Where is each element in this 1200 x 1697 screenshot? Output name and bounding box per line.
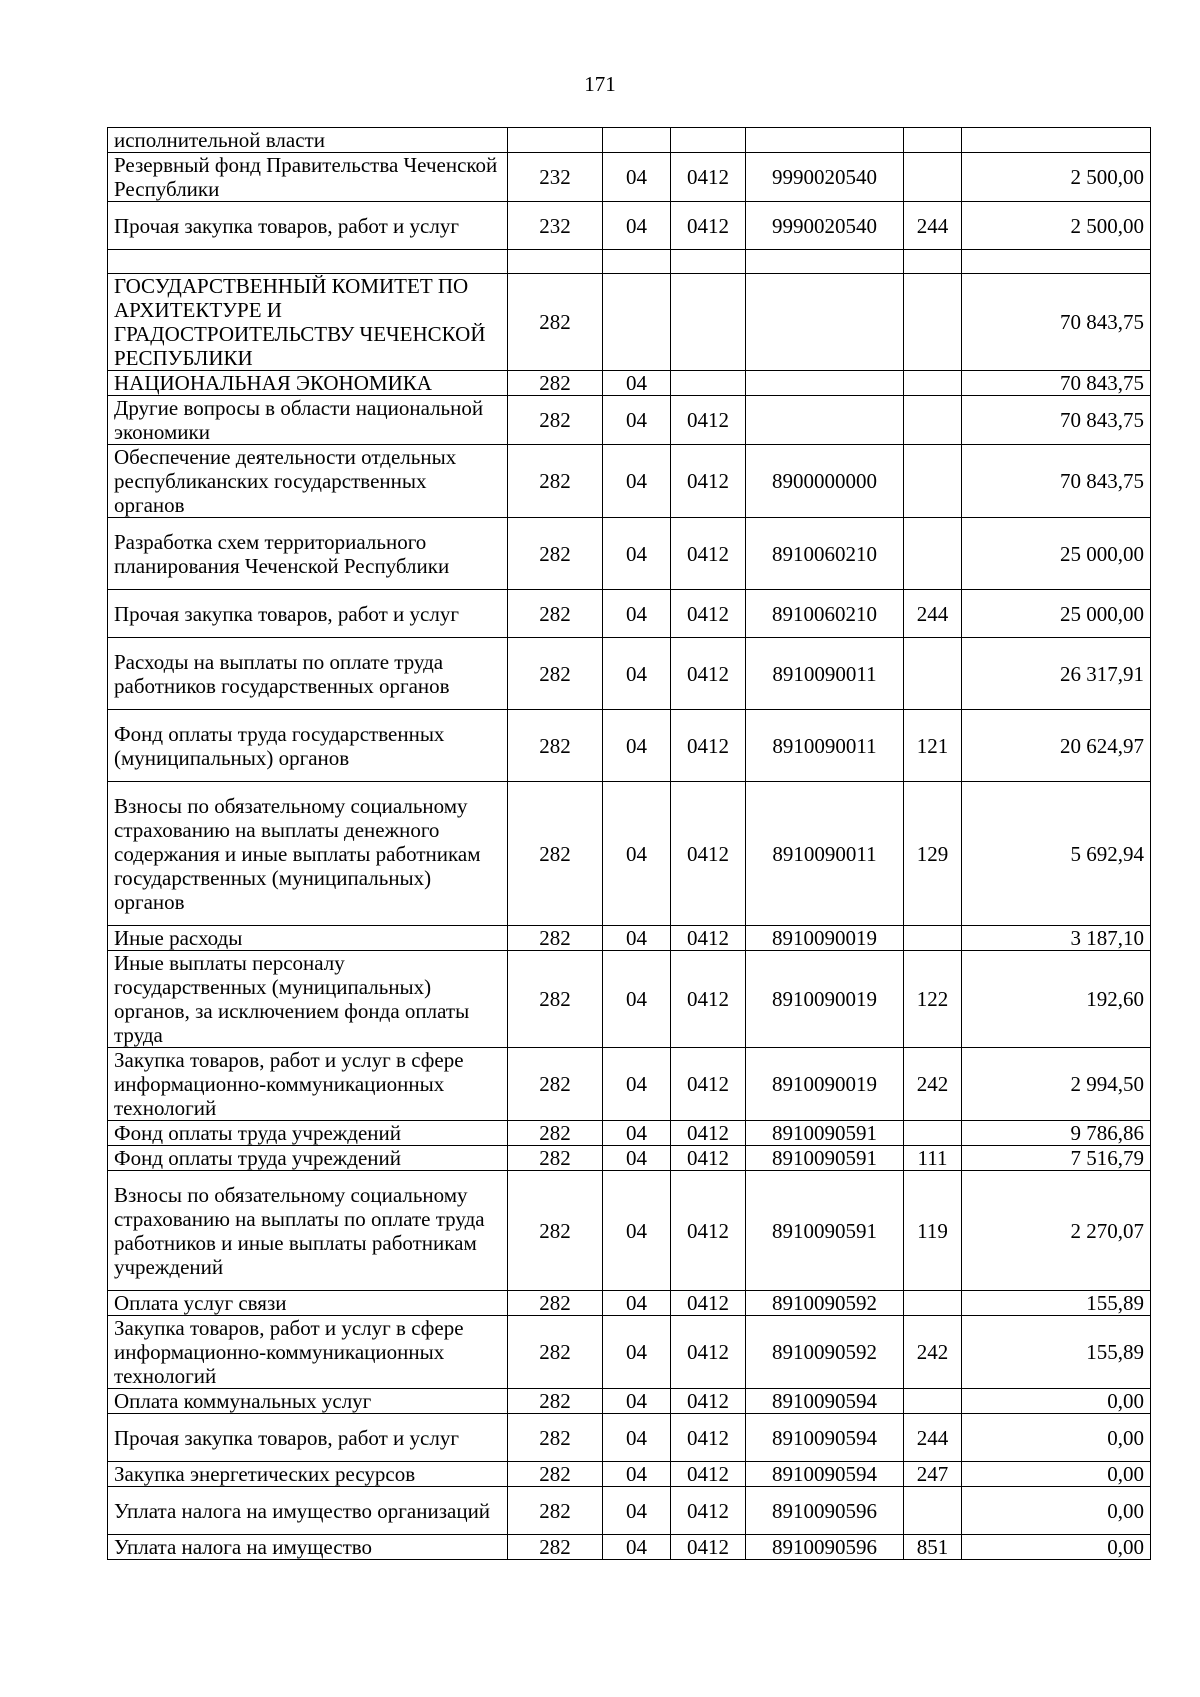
row-rz-cell: 04 [603,590,671,638]
row-sum-cell: 70 843,75 [962,396,1151,445]
table-row [108,396,1151,445]
row-csr-cell: 8910090011 [746,782,904,926]
row-name-cell: Закупка товаров, работ и услуг в сфере информационно-коммуникационных технологий [108,1316,508,1389]
row-ved-cell: 282 [508,518,603,590]
row-ved-cell: 282 [508,1389,603,1414]
budget-table [107,127,1151,1560]
table-row [108,1535,1151,1560]
row-sum-cell: 2 500,00 [962,153,1151,202]
row-sum-cell [962,250,1151,274]
row-sum-cell: 155,89 [962,1316,1151,1389]
row-vr-cell [904,1487,962,1535]
row-csr-cell: 8910090594 [746,1414,904,1462]
row-name-cell: Фонд оплаты труда учреждений [108,1121,508,1146]
row-pr-cell: 0412 [671,153,746,202]
table-row [108,926,1151,951]
row-ved-cell: 232 [508,153,603,202]
row-ved-cell: 282 [508,1487,603,1535]
row-name-cell: Расходы на выплаты по оплате труда работников государственных органов [108,638,508,710]
row-ved-cell [508,250,603,274]
row-pr-cell: 0412 [671,1414,746,1462]
row-pr-cell: 0412 [671,1146,746,1171]
row-ved-cell: 282 [508,926,603,951]
row-pr-cell: 0412 [671,202,746,250]
table-row [108,202,1151,250]
row-csr-cell: 8910090019 [746,951,904,1048]
row-ved-cell: 232 [508,202,603,250]
row-csr-cell: 8910090596 [746,1487,904,1535]
table-row [108,1389,1151,1414]
row-pr-cell: 0412 [671,710,746,782]
row-sum-cell: 25 000,00 [962,518,1151,590]
row-ved-cell: 282 [508,396,603,445]
row-pr-cell: 0412 [671,396,746,445]
row-name-cell: Оплата коммунальных услуг [108,1389,508,1414]
row-csr-cell: 8910090592 [746,1291,904,1316]
row-name-cell: Обеспечение деятельности отдельных республиканских государственных органов [108,445,508,518]
row-rz-cell: 04 [603,782,671,926]
table-row [108,951,1151,1048]
row-name-cell: исполнительной власти [108,128,508,153]
row-vr-cell: 242 [904,1048,962,1121]
row-vr-cell [904,396,962,445]
row-name-cell: НАЦИОНАЛЬНАЯ ЭКОНОМИКА [108,371,508,396]
row-sum-cell: 70 843,75 [962,274,1151,371]
row-name-cell: Фонд оплаты труда учреждений [108,1146,508,1171]
row-ved-cell: 282 [508,710,603,782]
row-sum-cell: 2 994,50 [962,1048,1151,1121]
row-ved-cell: 282 [508,1121,603,1146]
row-name-cell: Прочая закупка товаров, работ и услуг [108,1414,508,1462]
row-csr-cell: 8910090591 [746,1171,904,1291]
row-vr-cell: 121 [904,710,962,782]
row-pr-cell: 0412 [671,1535,746,1560]
table-row [108,1462,1151,1487]
row-sum-cell: 5 692,94 [962,782,1151,926]
row-vr-cell [904,274,962,371]
row-rz-cell: 04 [603,371,671,396]
row-csr-cell [746,396,904,445]
row-sum-cell: 192,60 [962,951,1151,1048]
row-vr-cell: 851 [904,1535,962,1560]
table-row [108,274,1151,371]
row-rz-cell [603,128,671,153]
row-ved-cell: 282 [508,1535,603,1560]
row-name-cell: Закупка товаров, работ и услуг в сфере информационно-коммуникационных технологий [108,1048,508,1121]
row-pr-cell: 0412 [671,1048,746,1121]
row-ved-cell: 282 [508,274,603,371]
row-vr-cell: 242 [904,1316,962,1389]
table-row [108,710,1151,782]
row-vr-cell: 244 [904,1414,962,1462]
row-vr-cell [904,518,962,590]
row-pr-cell: 0412 [671,445,746,518]
row-csr-cell: 8910090019 [746,1048,904,1121]
row-name-cell [108,250,508,274]
row-vr-cell [904,1291,962,1316]
row-vr-cell: 119 [904,1171,962,1291]
row-sum-cell: 70 843,75 [962,445,1151,518]
row-pr-cell [671,128,746,153]
row-rz-cell: 04 [603,1291,671,1316]
table-row [108,782,1151,926]
row-csr-cell: 8910060210 [746,590,904,638]
row-csr-cell: 8910090011 [746,710,904,782]
row-rz-cell: 04 [603,1146,671,1171]
row-ved-cell: 282 [508,1291,603,1316]
row-sum-cell [962,128,1151,153]
row-csr-cell: 8910090596 [746,1535,904,1560]
row-pr-cell: 0412 [671,1121,746,1146]
table-row [108,128,1151,153]
row-name-cell: ГОСУДАРСТВЕННЫЙ КОМИТЕТ ПО АРХИТЕКТУРЕ И ГРАДОСТРОИТЕЛЬСТВУ ЧЕЧЕНСКОЙ РЕСПУБЛИКИ [108,274,508,371]
row-csr-cell: 8910090594 [746,1389,904,1414]
row-rz-cell: 04 [603,638,671,710]
row-vr-cell: 247 [904,1462,962,1487]
row-pr-cell: 0412 [671,926,746,951]
row-rz-cell: 04 [603,1535,671,1560]
row-sum-cell: 0,00 [962,1414,1151,1462]
row-rz-cell: 04 [603,1121,671,1146]
row-ved-cell: 282 [508,1146,603,1171]
row-vr-cell: 244 [904,202,962,250]
row-vr-cell [904,638,962,710]
table-row [108,371,1151,396]
row-rz-cell: 04 [603,926,671,951]
row-pr-cell: 0412 [671,1389,746,1414]
row-vr-cell: 244 [904,590,962,638]
row-pr-cell: 0412 [671,782,746,926]
row-sum-cell: 20 624,97 [962,710,1151,782]
row-rz-cell: 04 [603,396,671,445]
row-name-cell: Прочая закупка товаров, работ и услуг [108,202,508,250]
row-csr-cell [746,274,904,371]
row-pr-cell: 0412 [671,590,746,638]
row-name-cell: Закупка энергетических ресурсов [108,1462,508,1487]
row-ved-cell: 282 [508,1316,603,1389]
row-rz-cell: 04 [603,202,671,250]
row-pr-cell: 0412 [671,638,746,710]
row-sum-cell: 2 500,00 [962,202,1151,250]
row-pr-cell: 0412 [671,1462,746,1487]
row-name-cell: Прочая закупка товаров, работ и услуг [108,590,508,638]
row-rz-cell [603,250,671,274]
table-row [108,1487,1151,1535]
row-name-cell: Иные выплаты персоналу государственных (муниципальных) органов, за исключением фонда оплаты труда [108,951,508,1048]
row-sum-cell: 26 317,91 [962,638,1151,710]
row-rz-cell: 04 [603,1462,671,1487]
row-rz-cell: 04 [603,710,671,782]
row-vr-cell: 111 [904,1146,962,1171]
row-name-cell: Уплата налога на имущество [108,1535,508,1560]
row-pr-cell: 0412 [671,1487,746,1535]
row-csr-cell [746,128,904,153]
row-name-cell: Взносы по обязательному социальному страхованию на выплаты по оплате труда работников и иные выплаты работникам учреждений [108,1171,508,1291]
row-ved-cell: 282 [508,445,603,518]
row-csr-cell: 8910090591 [746,1121,904,1146]
table-row [108,1414,1151,1462]
row-ved-cell: 282 [508,782,603,926]
row-rz-cell: 04 [603,445,671,518]
row-ved-cell: 282 [508,638,603,710]
row-rz-cell [603,274,671,371]
row-csr-cell: 9990020540 [746,202,904,250]
row-sum-cell: 70 843,75 [962,371,1151,396]
row-csr-cell: 8910090011 [746,638,904,710]
row-sum-cell: 2 270,07 [962,1171,1151,1291]
row-vr-cell: 129 [904,782,962,926]
row-csr-cell [746,371,904,396]
row-rz-cell: 04 [603,518,671,590]
row-rz-cell: 04 [603,1487,671,1535]
row-csr-cell [746,250,904,274]
table-row [108,445,1151,518]
row-sum-cell: 155,89 [962,1291,1151,1316]
table-body [108,128,1151,1560]
row-csr-cell: 8900000000 [746,445,904,518]
row-rz-cell: 04 [603,1389,671,1414]
row-pr-cell [671,274,746,371]
table-row [108,638,1151,710]
row-sum-cell: 7 516,79 [962,1146,1151,1171]
row-name-cell: Разработка схем территориального планирования Чеченской Республики [108,518,508,590]
row-pr-cell: 0412 [671,1291,746,1316]
row-name-cell: Резервный фонд Правительства Чеченской Республики [108,153,508,202]
row-csr-cell: 8910090019 [746,926,904,951]
row-pr-cell: 0412 [671,1316,746,1389]
row-ved-cell: 282 [508,1462,603,1487]
table-row [108,1146,1151,1171]
row-ved-cell: 282 [508,1414,603,1462]
row-sum-cell: 9 786,86 [962,1121,1151,1146]
row-pr-cell: 0412 [671,951,746,1048]
row-sum-cell: 0,00 [962,1389,1151,1414]
row-pr-cell: 0412 [671,1171,746,1291]
row-rz-cell: 04 [603,951,671,1048]
row-csr-cell: 8910060210 [746,518,904,590]
row-sum-cell: 0,00 [962,1487,1151,1535]
row-ved-cell: 282 [508,951,603,1048]
row-vr-cell [904,250,962,274]
row-name-cell: Иные расходы [108,926,508,951]
row-vr-cell [904,128,962,153]
row-csr-cell: 8910090594 [746,1462,904,1487]
table-row [108,250,1151,274]
row-csr-cell: 9990020540 [746,153,904,202]
row-name-cell: Взносы по обязательному социальному страхованию на выплаты денежного содержания и иные выплаты работникам государственных (муниципальных) органов [108,782,508,926]
table-row [108,518,1151,590]
row-rz-cell: 04 [603,1171,671,1291]
row-name-cell: Уплата налога на имущество организаций [108,1487,508,1535]
row-sum-cell: 0,00 [962,1462,1151,1487]
row-ved-cell: 282 [508,371,603,396]
row-pr-cell [671,371,746,396]
row-ved-cell: 282 [508,590,603,638]
row-name-cell: Другие вопросы в области национальной экономики [108,396,508,445]
row-vr-cell: 122 [904,951,962,1048]
row-rz-cell: 04 [603,1316,671,1389]
row-name-cell: Оплата услуг связи [108,1291,508,1316]
row-rz-cell: 04 [603,1048,671,1121]
row-ved-cell [508,128,603,153]
table-row [108,1291,1151,1316]
row-csr-cell: 8910090591 [746,1146,904,1171]
row-ved-cell: 282 [508,1171,603,1291]
row-sum-cell: 3 187,10 [962,926,1151,951]
table-row [108,1121,1151,1146]
page-number: 171 [584,72,616,96]
row-name-cell: Фонд оплаты труда государственных (муниципальных) органов [108,710,508,782]
row-pr-cell [671,250,746,274]
row-vr-cell [904,153,962,202]
table-row [108,1171,1151,1291]
row-sum-cell: 25 000,00 [962,590,1151,638]
row-rz-cell: 04 [603,1414,671,1462]
row-vr-cell [904,1389,962,1414]
row-rz-cell: 04 [603,153,671,202]
row-ved-cell: 282 [508,1048,603,1121]
row-vr-cell [904,445,962,518]
row-pr-cell: 0412 [671,518,746,590]
row-vr-cell [904,1121,962,1146]
table-row [108,1048,1151,1121]
table-row [108,153,1151,202]
row-vr-cell [904,371,962,396]
row-vr-cell [904,926,962,951]
table-row [108,1316,1151,1389]
row-csr-cell: 8910090592 [746,1316,904,1389]
table-row [108,590,1151,638]
row-sum-cell: 0,00 [962,1535,1151,1560]
